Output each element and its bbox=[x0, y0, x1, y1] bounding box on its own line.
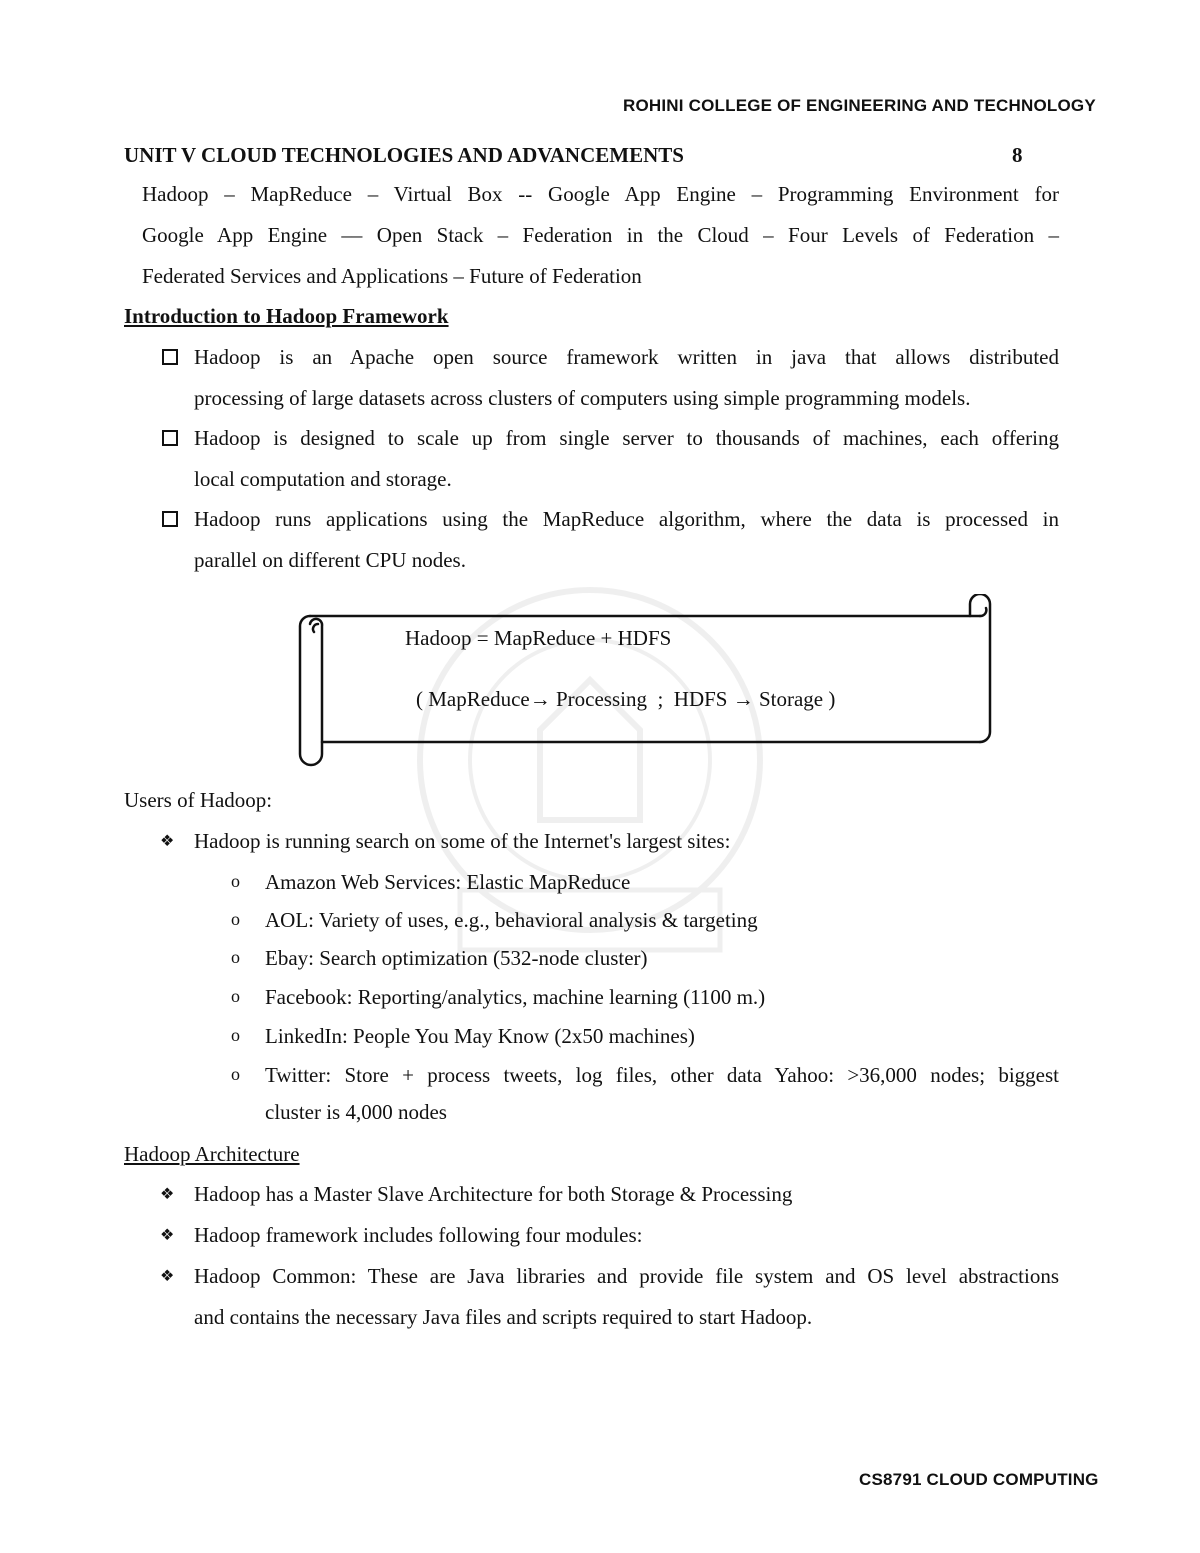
architecture-common-line-1: Hadoop Common: These are Java libraries and provide file system and OS level abstractions bbox=[194, 1264, 1059, 1288]
unit-title: UNIT V CLOUD TECHNOLOGIES AND ADVANCEMENTS bbox=[124, 143, 684, 167]
architecture-heading: Hadoop Architecture bbox=[124, 1142, 300, 1166]
diamond-bullet-icon: ❖ bbox=[160, 1227, 175, 1244]
intro-bullet-3-line-1: Hadoop runs applications using the MapReduce algorithm, where the data is processed in bbox=[194, 507, 1059, 531]
intro-bullet-3-line-2: parallel on different CPU nodes. bbox=[194, 548, 466, 572]
users-item-5: LinkedIn: People You May Know (2x50 machines) bbox=[265, 1024, 695, 1048]
users-item-6-line-2: cluster is 4,000 nodes bbox=[265, 1100, 447, 1124]
users-item-4: Facebook: Reporting/analytics, machine learning (1100 m.) bbox=[265, 985, 766, 1009]
unit-hours: 8 bbox=[1012, 143, 1023, 167]
users-item-3: Ebay: Search optimization (532-node cluster) bbox=[265, 946, 648, 970]
intro-bullet-1-line-2: processing of large datasets across clusters of computers using simple programming models. bbox=[194, 386, 971, 410]
intro-heading: Introduction to Hadoop Framework bbox=[124, 304, 449, 328]
checkbox-bullet-icon bbox=[162, 349, 178, 365]
checkbox-bullet-icon bbox=[162, 430, 178, 446]
architecture-bullet-2: Hadoop framework includes following four modules: bbox=[194, 1223, 643, 1247]
circle-bullet-icon: o bbox=[231, 947, 240, 967]
intro-bullet-2-line-1: Hadoop is designed to scale up from single server to thousands of machines, each offering bbox=[194, 426, 1059, 450]
users-item-2: AOL: Variety of uses, e.g., behavioral analysis & targeting bbox=[265, 908, 758, 932]
course-footer: CS8791 CLOUD COMPUTING bbox=[859, 1470, 1099, 1489]
syllabus-line-3: Federated Services and Applications – Future of Federation bbox=[142, 264, 642, 288]
users-item-1: Amazon Web Services: Elastic MapReduce bbox=[265, 870, 631, 894]
users-heading: Users of Hadoop: bbox=[124, 788, 273, 812]
scroll-banner-shape bbox=[296, 594, 996, 769]
checkbox-bullet-icon bbox=[162, 511, 178, 527]
circle-bullet-icon: o bbox=[231, 1064, 240, 1084]
syllabus-line-2: Google App Engine –– Open Stack – Federation in the Cloud – Four Levels of Federation – bbox=[142, 223, 1059, 247]
users-item-6-line-1: Twitter: Store + process tweets, log files, other data Yahoo: >36,000 nodes; biggest bbox=[265, 1063, 1059, 1087]
architecture-bullet-1: Hadoop has a Master Slave Architecture for both Storage & Processing bbox=[194, 1182, 793, 1206]
diamond-bullet-icon: ❖ bbox=[160, 833, 175, 850]
college-header: ROHINI COLLEGE OF ENGINEERING AND TECHNOLOGY bbox=[623, 96, 1096, 115]
circle-bullet-icon: o bbox=[231, 986, 240, 1006]
syllabus-line-1: Hadoop – MapReduce – Virtual Box -- Google App Engine – Programming Environment for bbox=[142, 182, 1059, 206]
users-bullet: Hadoop is running search on some of the Internet's largest sites: bbox=[194, 829, 731, 853]
diamond-bullet-icon: ❖ bbox=[160, 1268, 175, 1285]
scroll-line-2: ( MapReduce→ Processing ; HDFS → Storage ) bbox=[416, 687, 836, 711]
circle-bullet-icon: o bbox=[231, 1025, 240, 1045]
scroll-line-1: Hadoop = MapReduce + HDFS bbox=[405, 626, 672, 650]
circle-bullet-icon: o bbox=[231, 871, 240, 891]
intro-bullet-1-line-1: Hadoop is an Apache open source framework written in java that allows distributed bbox=[194, 345, 1059, 369]
diamond-bullet-icon: ❖ bbox=[160, 1186, 175, 1203]
circle-bullet-icon: o bbox=[231, 909, 240, 929]
intro-bullet-2-line-2: local computation and storage. bbox=[194, 467, 452, 491]
architecture-common-line-2: and contains the necessary Java files and scripts required to start Hadoop. bbox=[194, 1305, 813, 1329]
